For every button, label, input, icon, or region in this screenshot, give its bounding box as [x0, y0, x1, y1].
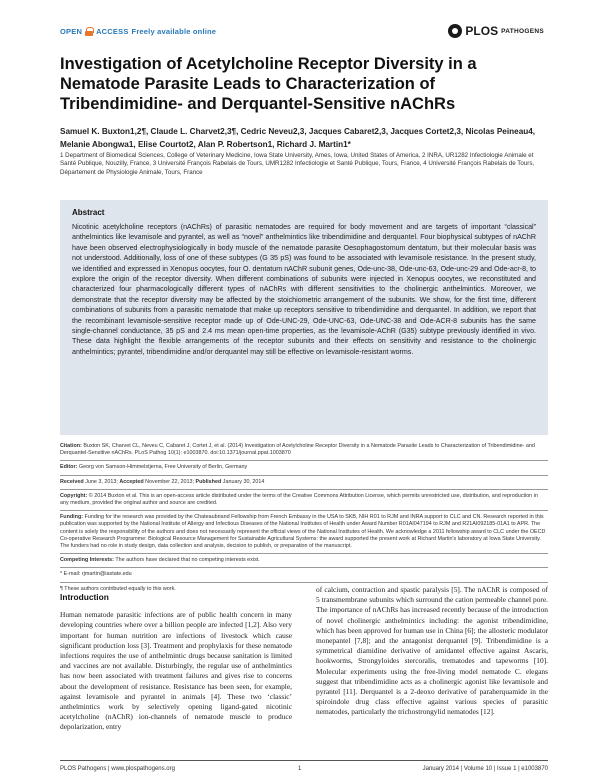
citation-label: Citation: — [60, 443, 82, 449]
author-list: Samuel K. Buxton1,2¶, Claude L. Charvet2,3¶, Cedric Neveu2,3, Jacques Cabaret2,3, Jacques Cortet2,3, Nicolas Peineau4, Melanie Abongwa1, Elise Courtot2, Alan P. Robertson1, Richard J. Martin1* — [60, 127, 536, 149]
journal-name: PATHOGENS — [501, 27, 544, 35]
introduction-text-left: Human nematode parasitic infections are of public health concern in many developing countries where over a billion people are infected [1,2]. Also very important for human nutrition are infections of livestock which cause significant production loss [3]. Treatment and prophylaxis for these nematode infections requires the use of anthelmintic drugs because sanitation is limited and vaccines are not available. Disturbingly, the regular use of anthelmintics has now been associated with treatment failures and gives rise to concerns about the development of resistance. Resistance has been seen, for example, against levamisole and pyrantel in animals [4]. These two ‘classic’ anthelmintics work by selectively opening ligand-gated nicotinic acetylcholine (nAChR) ion-channels of nematode muscle to produce depolarization, entry — [60, 610, 292, 732]
funding-text: Funding for the research was provided by the Chateaubriand Fellowship from French Embassy in the USA to SKB, NIH R01 to RJM and INRA support to CLC and CN. Research reported in this publication was supported by the National Institute of Allergy and Infectious Diseases of the National Institutes of Health under Award Number R01AI047194 to RJM and R21AI092185-01A1 to APR. The content is solely the responsibility of the authors and does not necessarily represent the official views of the National Institutes of Health. We acknowledge a 2011 fellowship award to CLC under the OECD Co-operative Research Programme: Biological Resource Management for Sustainable Agricultural Systems: the award supported the present work at Richard Martin's laboratory at Iowa State University. The funders had no role in study design, data collection and analysis, decision to publish, or preparation of the manuscript. — [60, 514, 546, 550]
open-lock-icon — [85, 27, 93, 36]
competing-interests-label: Competing Interests: — [60, 557, 114, 564]
citation-text: Buxton SK, Charvet CL, Neveu C, Cabaret J, Cortet J, et al. (2014) Investigation of Acetylcholine Receptor Diversity in a Nematode Parasite Leads to Characterization of Tribendimidine- and Derquantel-Sensitive nAChRs. PLoS Pathog 10(1): e1003870. doi:10.1371/journal.ppat.1003870 — [60, 443, 535, 457]
copyright-row — [60, 490, 548, 511]
affiliations: 1 Department of Biomedical Sciences, College of Veterinary Medicine, Iowa State University, Ames, Iowa, United States of America, 2 INRA, UR1282 Infectiologie Animale et Santé Publique, Nouzilly, France, 3 Université François Rabelais de Tours, UMR1282 Infectiologie et Santé Publique, Tours, France, 4 Université François Rabelais de Tours, Département de Physiologie Animale, Tours, France — [60, 152, 535, 176]
editor-row — [60, 461, 548, 475]
article-title: Investigation of Acetylcholine Receptor Diversity in a Nematode Parasite Leads to Characterization of Tribendimidine- and Derquantel-Sensitive nAChRs — [60, 55, 477, 113]
body-column-left — [60, 592, 292, 733]
article-metadata — [60, 440, 548, 596]
funding-row — [60, 511, 548, 554]
abstract-text: Nicotinic acetylcholine receptors (nAChRs) of parasitic nematodes are required for body movement and are targets of important “classical” anthelmintics like levamisole and pyrantel, as well as “novel” anthelmintics like tribendimidine and derquantel. Four biophysical subtypes of nAChR have been observed electrophysiologically in body muscle of the nematode parasite Oesophagostomum dentatum, but their molecular basis was not understood. Additionally, loss of one of these subtypes (G 35 pS) was found to be associated with levamisole resistance. In the present study, we identified and expressed in Xenopus oocytes, four O. dentatum nAChR subunit genes, Ode-unc-38, Ode-unc-63, Ode-unc-29 and Ode-acr-8, to explore the origin of the receptor diversity. When different combinations of subunits were injected in Xenopus oocytes, we reconstituted and characterized four pharmacologically different types of nAChRs with different sensitivities to the cholinergic anthelmintics. Moreover, we demonstrate that the receptor diversity may be affected by the stoichiometric arrangement of the subunits. We show, for the first time, different combinations of subunits from a parasitic nematode that make up receptors sensitive to tribendimidine and derquantel. In addition, we report that the recombinant levamisole-sensitive receptor made up of Ode-UNC-29, Ode-UNC-63, Ode-UNC-38 and Ode-ACR-8 subunits has the same single-channel conductance, 35 pS and 2.4 ms mean open-time properties, as the levamisole-AChR (G35) subtype previously identified in vivo. These data highlight the flexible arrangements of the receptor subunits and their effects on sensitivity and resistance to the cholinergic anthelmintics; pyrantel, tribendimidine and/or derquantel may still be effective on levamisole-resistant worms. — [72, 223, 536, 356]
editor-label: Editor: — [60, 464, 78, 471]
accepted-label: Accepted — [119, 478, 144, 485]
copyright-label: Copyright: — [60, 492, 88, 499]
freely-available-text: Freely available online — [131, 27, 217, 36]
body-column-right — [316, 585, 548, 718]
corresponding-email: * E-mail: rjmartin@iastate.edu — [60, 571, 132, 578]
copyright-text: © 2014 Buxton et al. This is an open-access article distributed under the terms of the Creative Commons Attribution License, which permits unrestricted use, distribution, and reproduction in any medium, provided the original author and source are credited. — [60, 492, 538, 507]
dates-row — [60, 476, 548, 490]
plos-logo — [448, 24, 544, 38]
page-number: 1 — [298, 766, 302, 772]
equal-contribution-note: ¶ These authors contributed equally to this work. — [60, 585, 176, 592]
introduction-text-right: of calcium, contraction and spastic paralysis [5]. The nAChR is composed of 5 transmembrane subunits which surround the cation permeable channel pore. The importance of nAChRs has increased recently because of the introduction of novel cholinergic anthelmintics including: the agonist tribendimidine, which has been approved for human use in China [6]; the allosteric modulator monepantel [7,8]; and the antagonist derquantel [9]. Tribendimidine is a symmetrical diamidine derivative of amidantel effective against Ascaris, hookworms, Strongyloides stercoralis, trematodes and tapeworms [10]. Molecular experiments using the free-living model nematode C. elegans suggest that tribendimidine acts as a cholinergic agonist like levamisole and pyrantel [11]. Derquantel is a 2-deoxo derivative of paraherquamide in the spiroindole drug class effective against various species of parasitic nematodes, particularly the trichostrongylid nematodes [12]. — [316, 585, 548, 717]
footer-journal-url: PLOS Pathogens | www.plospathogens.org — [60, 766, 175, 772]
plos-logo-text: PLOS — [465, 24, 499, 38]
citation-row — [60, 440, 548, 461]
funding-label: Funding: — [60, 514, 84, 521]
editor-text: Georg von Samson-Himmelstjerna, Free University of Berlin, Germany — [78, 464, 248, 471]
open-access-label: OPEN — [60, 27, 83, 36]
plos-circle-icon — [448, 24, 462, 38]
email-row — [60, 568, 548, 582]
published-date: January 30, 2014 — [222, 478, 265, 485]
competing-interests-row — [60, 554, 548, 568]
journal-header — [60, 24, 544, 40]
published-label: Published — [195, 478, 222, 485]
received-date: June 3, 2013; — [85, 478, 118, 485]
abstract-heading: Abstract — [72, 208, 105, 217]
competing-interests-text: The authors have declared that no competing interests exist. — [115, 557, 260, 564]
footer-issue-info: January 2014 | Volume 10 | Issue 1 | e1003870 — [422, 766, 548, 772]
abstract-box — [60, 200, 548, 435]
open-access-label-2: ACCESS — [96, 27, 129, 36]
accepted-date: November 22, 2013; — [145, 478, 194, 485]
open-access-badge — [60, 27, 216, 36]
received-label: Received — [60, 478, 84, 485]
footer-divider — [60, 760, 548, 761]
introduction-heading: Introduction — [60, 592, 109, 602]
